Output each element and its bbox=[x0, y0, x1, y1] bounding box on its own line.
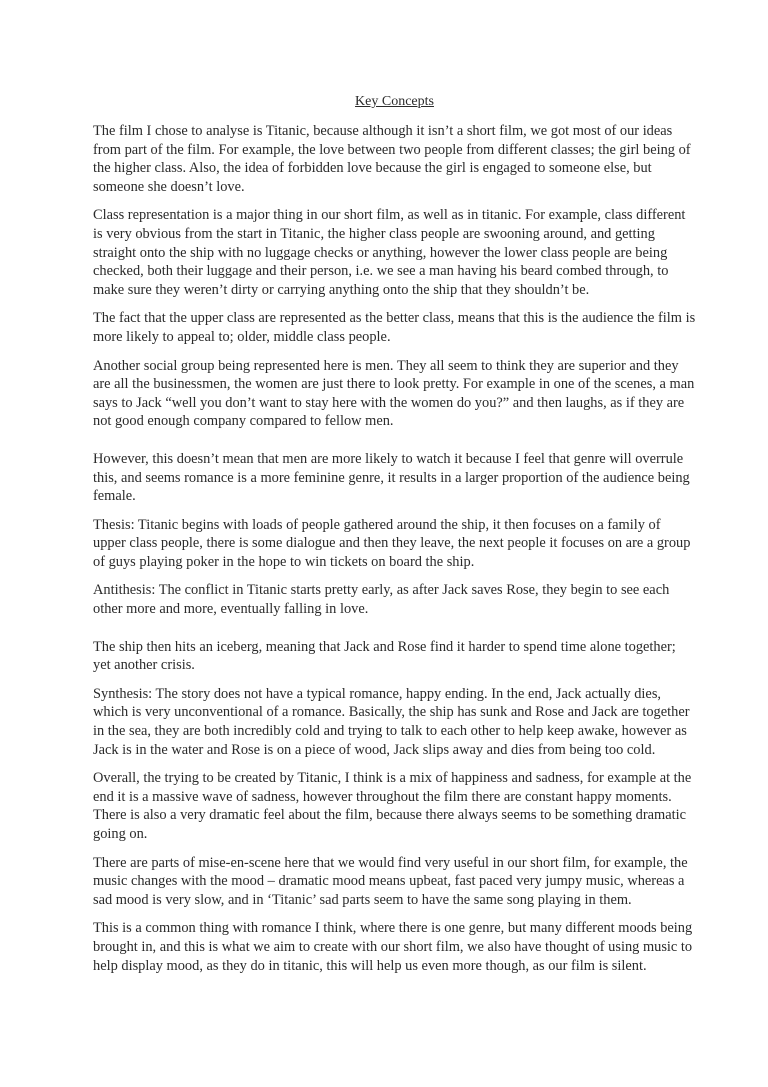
paragraph-upper-class-audience: The fact that the upper class are represented as the better class, means that this is the audience the film is more likely to appeal to; older, middle class people. bbox=[93, 310, 696, 345]
paragraph-romance-moods: This is a common thing with romance I think, where there is one genre, but many different moods being brought in, and this is what we aim to create with our short film, we also have thought of using music to help display mood, as they do in titanic, this will help us even more though, as our film is silent. bbox=[93, 920, 693, 974]
paragraph-thesis: Thesis: Titanic begins with loads of people gathered around the ship, it then focuses on a family of upper class people, there is some dialogue and then they leave, the next people it focuses on are a group of guys playing poker in the hope to win tickets on board the ship. bbox=[93, 516, 691, 570]
paragraph-men-representation: Another social group being represented here is men. They all seem to think they are superior and they are all the businessmen, the women are just there to look pretty. For example in one of the scenes, a man says to Jack “well you don’t want to stay here with the women do you?” and then laughs, as if they are not good enough company compared to fellow men. bbox=[93, 357, 695, 430]
paragraph-iceberg: The ship then hits an iceberg, meaning that Jack and Rose find it harder to spend time alone together; yet another crisis. bbox=[93, 638, 676, 674]
page-title: Key Concepts bbox=[355, 94, 434, 109]
paragraph-synthesis: Synthesis: The story does not have a typical romance, happy ending. In the end, Jack actually dies, which is very unconventional of a romance. Basically, the ship has sunk and Rose and Jack are together in the sea, they are both incredibly cold and trying to talk to each other to help keep awake, however as Jack is in the water and Rose is on a piece of wood, Jack slips away and dies from being too cold. bbox=[93, 685, 690, 758]
paragraph-overall: Overall, the trying to be created by Titanic, I think is a mix of happiness and sadness, for example at the end it is a massive wave of sadness, however throughout the film there are constant happy moments. There is also a very dramatic feel about the film, because there always seems to be something dramatic going on. bbox=[93, 770, 692, 842]
paragraph-genre-audience: However, this doesn’t mean that men are more likely to watch it because I feel that genre will overrule this, and seems romance is a more feminine genre, it results in a larger proportion of the audience being female. bbox=[93, 450, 690, 505]
paragraph-mise-en-scene: There are parts of mise-en-scene here that we would find very useful in our short film, for example, the music changes with the mood – dramatic mood means upbeat, fast paced very jumpy music, whereas a sad mood is very slow, and in ‘Titanic’ sad parts seem to have the same song playing in them. bbox=[93, 854, 688, 908]
paragraph-class-representation: Class representation is a major thing in our short film, as well as in titanic. For example, class different is very obvious from the start in Titanic, the higher class people are swooning around, and getting straight onto the ship with no luggage checks or anything, however the lower class people are being checked, both their luggage and their person, i.e. we see a man having his beard combed through, to make sure they weren’t dirty or carrying anything onto the ship that they shouldn’t be. bbox=[93, 207, 686, 298]
paragraph-antithesis: Antithesis: The conflict in Titanic starts pretty early, as after Jack saves Rose, they begin to see each other more and more, eventually falling in love. bbox=[93, 582, 670, 618]
paragraph-film-choice: The film I chose to analyse is Titanic, because although it isn’t a short film, we got most of our ideas from part of the film. For example, the love between two people from different classes; the girl being of the higher class. Also, the idea of forbidden love because the girl is engaged to someone else, but someone she doesn’t love. bbox=[93, 123, 691, 195]
